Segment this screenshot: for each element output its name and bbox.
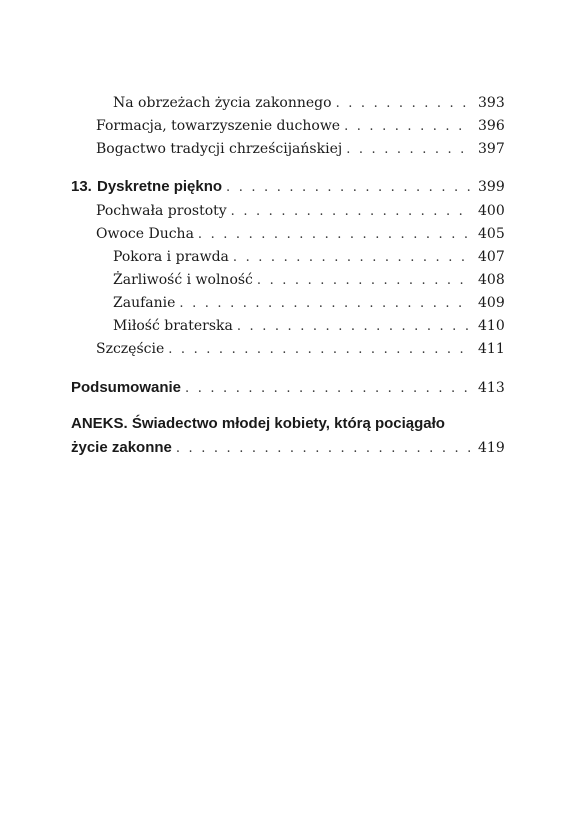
toc-page-number: 409 [478, 295, 505, 311]
toc-entry-title: Zaufanie [113, 295, 176, 311]
leader-dots [179, 295, 472, 313]
toc-annex-entry[interactable] [71, 439, 504, 458]
toc-page-number: 405 [478, 226, 505, 242]
leader-dots [344, 118, 472, 136]
leader-dots [185, 380, 472, 398]
toc-entry[interactable] [96, 140, 504, 159]
leader-dots [168, 341, 472, 359]
toc-page-number: 399 [478, 179, 505, 195]
leader-dots [346, 141, 472, 159]
toc-entry[interactable] [96, 117, 504, 136]
toc-entry-title: Formacja, towarzyszenie duchowe [96, 118, 341, 134]
leader-dots [231, 203, 472, 221]
toc-section-title: Podsumowanie [71, 379, 182, 396]
toc-page-number: 396 [478, 118, 505, 134]
leader-dots [198, 226, 472, 244]
toc-entry-title: Żarliwość i wolność [113, 272, 253, 288]
toc-chapter-entry[interactable] [71, 178, 504, 197]
toc-entry[interactable] [113, 94, 504, 113]
toc-entry[interactable] [96, 225, 504, 244]
leader-dots [176, 440, 472, 458]
toc-entry-title: Pochwała prostoty [96, 203, 227, 219]
leader-dots [257, 272, 472, 290]
toc-page-number: 413 [478, 380, 505, 396]
toc-page-number: 419 [478, 440, 505, 456]
toc-entry-title: Miłość braterska [113, 318, 233, 334]
leader-dots [237, 318, 472, 336]
toc-page-number: 410 [478, 318, 505, 334]
toc-entry-title: Bogactwo tradycji chrześcijańskiej [96, 141, 343, 157]
toc-page-number: 407 [478, 249, 505, 265]
toc-annex-title-line2: życie zakonne [71, 439, 172, 456]
leader-dots [233, 249, 472, 267]
toc-entry[interactable] [96, 202, 504, 221]
toc-page-number: 411 [478, 341, 505, 357]
toc-entry-title: Pokora i prawda [113, 249, 229, 265]
toc-annex-title-line1[interactable]: ANEKS. Świadectwo młodej kobiety, którą pociągało [71, 415, 445, 432]
toc-entry-title: Owoce Ducha [96, 226, 194, 242]
leader-dots [226, 179, 472, 197]
toc-entry[interactable] [113, 271, 504, 290]
toc-entry[interactable] [113, 294, 504, 313]
toc-entry[interactable] [96, 340, 504, 359]
toc-section-entry[interactable] [71, 379, 504, 398]
toc-entry-title: Na obrzeżach życia zakonnego [113, 95, 332, 111]
toc-entry[interactable] [113, 317, 504, 336]
toc-chapter-title: Dyskretne piękno [97, 178, 223, 195]
toc-page-number: 408 [478, 272, 505, 288]
toc-page-number: 393 [478, 95, 505, 111]
chapter-number: 13. [71, 178, 92, 195]
toc-entry[interactable] [113, 248, 504, 267]
toc-page-number: 397 [478, 141, 505, 157]
leader-dots [336, 95, 472, 113]
toc-page-number: 400 [478, 203, 505, 219]
toc-entry-title: Szczęście [96, 341, 165, 357]
